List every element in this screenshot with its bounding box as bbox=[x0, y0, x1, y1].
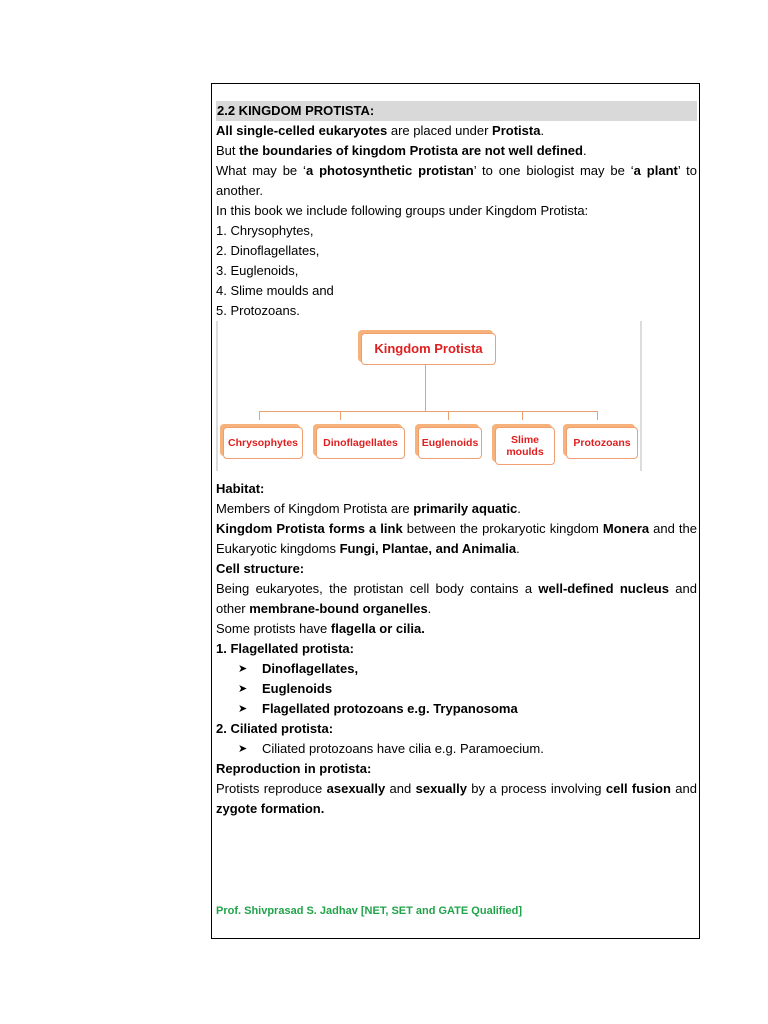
diagram-root-node: Kingdom Protista bbox=[361, 333, 496, 365]
diagram-node-dinoflagellates: Dinoflagellates bbox=[316, 427, 405, 459]
diagram-node-chrysophytes: Chrysophytes bbox=[223, 427, 303, 459]
text: . bbox=[582, 143, 587, 158]
diagram-node-slime-moulds: Slime moulds bbox=[495, 427, 555, 465]
text: But bbox=[216, 143, 240, 158]
kingdom-protista-diagram bbox=[216, 321, 697, 479]
arrow-bullet-icon: ➤ bbox=[238, 663, 248, 675]
intro-line-1 bbox=[216, 121, 697, 141]
connector bbox=[448, 411, 449, 420]
cell-line-1 bbox=[216, 579, 697, 619]
content bbox=[216, 101, 697, 819]
text-bold: primarily aquatic bbox=[413, 501, 518, 516]
text: and other bbox=[216, 581, 697, 616]
text-bold: Kingdom Protista forms a link bbox=[216, 521, 403, 536]
intro-line-4: In this book we include following groups under Kingdom Protista: bbox=[216, 203, 589, 218]
text: . bbox=[540, 123, 545, 138]
text-bold: asexually bbox=[326, 781, 386, 796]
text-bold: Flagellated protozoans e.g. Trypanosoma bbox=[262, 701, 518, 716]
text: ’ to one biologist may be ‘ bbox=[473, 163, 634, 178]
list-item: 3. Euglenoids, bbox=[216, 263, 299, 278]
text-bold: 2. Ciliated protista: bbox=[216, 721, 334, 736]
text: Protists reproduce bbox=[216, 781, 327, 796]
ciliated-heading bbox=[216, 719, 697, 739]
text-bold: Habitat: bbox=[216, 481, 265, 496]
text-bold: the boundaries of kingdom Protista are not well defined bbox=[239, 143, 583, 158]
connector bbox=[597, 411, 598, 420]
text-bold: sexually bbox=[415, 781, 467, 796]
diagram-right-edge bbox=[640, 321, 642, 471]
footer-author: Prof. Shivprasad S. Jadhav [NET, SET and GATE Qualified] bbox=[216, 905, 523, 917]
text: and the Eukaryotic kingdoms bbox=[216, 521, 697, 556]
list-item: 5. Protozoans. bbox=[216, 303, 300, 318]
habitat-line-2 bbox=[216, 519, 697, 559]
connector bbox=[425, 365, 426, 411]
text: are placed under bbox=[387, 123, 493, 138]
list-item bbox=[216, 739, 697, 759]
connector bbox=[259, 411, 597, 412]
text-bold: Dinoflagellates, bbox=[262, 661, 359, 676]
text-bold: 1. Flagellated protista: bbox=[216, 641, 354, 656]
text-bold: zygote formation. bbox=[216, 801, 325, 816]
connector bbox=[340, 411, 341, 420]
text: by a process involving bbox=[466, 781, 606, 796]
text: Members of Kingdom Protista are bbox=[216, 501, 414, 516]
text: . bbox=[517, 501, 521, 516]
cell-heading bbox=[216, 559, 697, 579]
text-bold: Reproduction in protista: bbox=[216, 761, 372, 776]
habitat-line-1 bbox=[216, 499, 697, 519]
text-bold: cell fusion bbox=[605, 781, 671, 796]
list-item: 2. Dinoflagellates, bbox=[216, 243, 320, 258]
text-bold: a photosynthetic protistan bbox=[305, 163, 474, 178]
intro-line-2 bbox=[216, 141, 697, 161]
list-item bbox=[216, 679, 697, 699]
text-bold: Monera bbox=[602, 521, 650, 536]
intro-line-3 bbox=[216, 161, 697, 201]
text: ’ to another. bbox=[216, 163, 698, 198]
arrow-bullet-icon: ➤ bbox=[238, 703, 248, 715]
connector bbox=[259, 411, 260, 420]
text: and bbox=[670, 781, 697, 796]
text-bold: All single-celled eukaryotes bbox=[216, 123, 388, 138]
text-bold: Protista bbox=[492, 123, 541, 138]
text-bold: Fungi, Plantae, and Animalia bbox=[339, 541, 517, 556]
reproduction-line-1 bbox=[216, 779, 697, 819]
list-item: 1. Chrysophytes, bbox=[216, 223, 314, 238]
list-item bbox=[216, 699, 697, 719]
flagellated-heading bbox=[216, 639, 697, 659]
text-bold: a plant bbox=[633, 163, 678, 178]
list-item bbox=[216, 659, 697, 679]
text-bold: flagella or cilia. bbox=[330, 621, 425, 636]
text: Some protists have bbox=[216, 621, 331, 636]
diagram-node-euglenoids: Euglenoids bbox=[418, 427, 482, 459]
text: between the prokaryotic kingdom bbox=[402, 521, 603, 536]
arrow-bullet-icon: ➤ bbox=[238, 743, 248, 755]
cell-line-2 bbox=[216, 619, 697, 639]
diagram-left-edge bbox=[216, 321, 218, 471]
text: Ciliated protozoans have cilia e.g. Paramoecium. bbox=[262, 741, 544, 756]
habitat-heading bbox=[216, 479, 697, 499]
text: . bbox=[427, 601, 432, 616]
list-item: 4. Slime moulds and bbox=[216, 283, 334, 298]
section-title: 2.2 KINGDOM PROTISTA: bbox=[216, 101, 697, 121]
connector bbox=[522, 411, 523, 420]
text-bold: well-defined nucleus bbox=[538, 581, 669, 596]
text-bold: Euglenoids bbox=[262, 681, 333, 696]
text: and bbox=[385, 781, 416, 796]
text: . bbox=[516, 541, 520, 556]
reproduction-heading bbox=[216, 759, 697, 779]
group-list bbox=[216, 221, 697, 321]
text-bold: membrane-bound organelles bbox=[249, 601, 428, 616]
text: What may be ‘ bbox=[216, 163, 306, 178]
arrow-bullet-icon: ➤ bbox=[238, 683, 248, 695]
text: Being eukaryotes, the protistan cell body contains a bbox=[216, 581, 539, 596]
diagram-node-protozoans: Protozoans bbox=[566, 427, 638, 459]
text-bold: Cell structure: bbox=[216, 561, 305, 576]
